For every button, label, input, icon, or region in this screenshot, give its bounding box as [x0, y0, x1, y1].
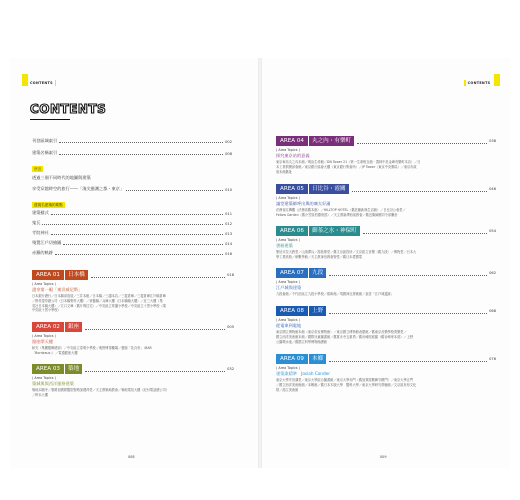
area-body: 東京車站丸之內本館／明治生命館／DN Tower 21（第一生命相互館・農林中央金庫有樂町本店）／日 本工業俱樂部會館／東京銀行協會大樓（東京銀行集會所）／JP Tower（東京中央郵局）／東京市政 府本館舊址 — [276, 160, 421, 174]
area-body: 東京國立博物館本館（東京帝室博物館）／東京國立博物館表慶館／舊東京音樂學校奏樂堂／ 國立西洋美術館本館／國際兒童圖書館／舊寬永寺五重塔／舊岩崎邸庭園（舊岩崎家本邸）／上野 公園噴水池／舊國立科學博物館總館 — [276, 330, 414, 344]
area-name: 本鄉 — [308, 354, 326, 364]
area-name: 日本橋 — [64, 270, 88, 280]
area-number: AREA 07 — [276, 268, 308, 278]
area-page: 046 — [489, 187, 496, 191]
area-body: 和光（集團服飾總部）／中央區立泰明小學校／奧野博得藥場／畫廊「花卉舍」（BAR 「Bordeaux」）／電通銀座大樓 — [32, 346, 152, 355]
area-header — [276, 268, 496, 278]
area-subhead: 從電車到電地 — [276, 323, 302, 328]
area-page: 032 — [227, 367, 234, 371]
area-page: 062 — [489, 271, 496, 275]
toc-entry: 赤羅的軌跡 016 — [32, 250, 232, 256]
area-number: AREA 06 — [276, 226, 308, 236]
page-title: CONTENTS — [30, 102, 107, 116]
area-body: 東京大學安田講堂／東京大學綜合圖書館／東京大學赤門（舊加賀屋敷御守殿門）／東京大學正門 ／國立西洋美術館館／本鄉館／舊日本木版大學 醫科大學／東京大學研究實驗館／文京區有形文化 財／湯立美術館 — [276, 378, 417, 392]
area-name: 上野 — [308, 306, 326, 316]
area-body: 聖尼可拉大教堂／山頂澤兵／湯島聖堂／舊文京區役所／文京區立音樂（舊九段）／博物堂／日本大 學工業高校／研數學館／天主教神田教會聖堂／舊日本愛國電 — [276, 250, 417, 259]
area-topics-label: ( Area Topics ) — [276, 196, 300, 200]
area-topics-label: ( Area Topics ) — [276, 366, 300, 370]
area-topics-label: ( Area Topics ) — [276, 280, 300, 284]
area-body: 法務省紅磚樓（法務省舊本館）／HILLTOP HOTEL（舊佐藤新與生活館）／日比谷公會堂／ Fellow Garden（舊小笠原伯爵府邸）／天主教新澤西前教會／舊近衛師團司令部廳舍 — [276, 208, 406, 217]
area-subhead: 探究東京站的意義 — [276, 153, 310, 158]
yellow-tab — [494, 74, 500, 86]
area-page: 038 — [489, 139, 496, 143]
area-name: 御茶之水・神保町 — [308, 226, 360, 236]
area-header — [276, 136, 496, 146]
toc-entry: 建築名稱索引 008 — [32, 150, 232, 156]
area-name: 築地 — [64, 364, 82, 374]
area-name: 丸之內・有樂町 — [308, 136, 354, 146]
area-header — [276, 306, 496, 316]
yellow-tab — [22, 74, 28, 86]
area-name: 日比谷・霞關 — [308, 184, 349, 194]
area-body: 築地本願寺／聖路加國際醫院聖路加禮拜堂／天主教築地教會／築地電信大樓（紀付電話總公司） ／軒本大樓 — [32, 388, 170, 397]
area-number: AREA 09 — [276, 354, 308, 364]
area-subhead: 議堂建築師呼出與的廣太好滿 — [276, 201, 331, 206]
toc-entry: 建築樣式 011 — [32, 210, 232, 216]
area-page: 076 — [489, 357, 496, 361]
area-page: 054 — [489, 229, 496, 233]
area-subhead: 盡享第一眼「東洋威尼斯」 — [32, 287, 83, 292]
area-page: 018 — [227, 273, 234, 277]
toc-entry: 刊登區域索引 002 — [32, 138, 232, 144]
area-subhead: 江戶城與建築 — [276, 285, 302, 290]
area-topics-label: ( Area Topics ) — [276, 238, 300, 242]
area-topics-label: ( Area Topics ) — [32, 376, 56, 380]
area-name: 九段 — [308, 268, 326, 278]
toc-entry: 鬼瓦 012 — [32, 220, 232, 226]
area-subhead: 築城與與西洋風格建築 — [32, 381, 74, 386]
area-header — [32, 364, 234, 374]
toc-entry: 寺院神社 013 — [32, 230, 232, 236]
running-head: CONTENTS — [462, 80, 490, 86]
area-body: 九段會館／千代田區立九段小學校／昭和館／靖國神社遊就館／皇居「江戶城遺跡」 — [276, 292, 394, 296]
section-tag: 序言 — [34, 167, 42, 171]
page-number: 008 — [128, 455, 135, 459]
area-name: 銀座 — [64, 322, 82, 332]
area-header — [32, 322, 234, 332]
left-page — [10, 58, 258, 468]
title-underline — [30, 119, 70, 120]
area-subhead: 銀座摩天樓 — [32, 339, 53, 344]
area-page: 005 — [227, 325, 234, 329]
area-header — [276, 184, 496, 194]
area-number: AREA 03 — [32, 364, 64, 374]
toc-entry: 殘置江戶切繪圖 014 — [32, 240, 232, 246]
area-number: AREA 08 — [276, 306, 308, 316]
area-number: AREA 04 — [276, 136, 308, 146]
area-topics-label: ( Area Topics ) — [276, 148, 300, 152]
page-number: 009 — [380, 455, 387, 459]
area-header — [32, 270, 234, 280]
area-number: AREA 01 — [32, 270, 64, 280]
area-number: AREA 02 — [32, 322, 64, 332]
area-body: 日本銀行總行／日本橋高島屋／三井本館／日本橋／三越本店／三菱倉庫／三菱倉庫江戶橋倉庫 ／野村證券總公司（日本橋野村大樓）／常盤橋／兵庫大樓（日本橋鷗大樓）／近三大樓（集 英社日本橋大樓）／江口文庫（舊片岡住宅）／中央區立常盤小學校／中央區立十思小學校（現 中央區十思小學校） — [32, 294, 166, 313]
area-header — [276, 354, 496, 364]
toc-entry: 透過三個不同時代的地圖與建築 — [32, 175, 91, 180]
area-topics-label: ( Area Topics ) — [32, 282, 56, 286]
area-topics-label: ( Area Topics ) — [32, 334, 56, 338]
section-tag: 透視名建築的要點 — [34, 203, 63, 207]
area-subhead: 建築業精準 Josiah Conder — [276, 371, 330, 376]
area-page: 068 — [489, 309, 496, 313]
book-spread — [10, 58, 510, 468]
area-topics-label: ( Area Topics ) — [276, 318, 300, 322]
area-subhead: 書冊建築 — [276, 243, 293, 248]
running-head: CONTENTS — [30, 80, 58, 86]
toc-entry: 享受穿越時空的旅行——「淺尖風潮之都・東京」 010 — [32, 186, 232, 192]
right-page — [262, 58, 510, 468]
area-number: AREA 05 — [276, 184, 308, 194]
area-header — [276, 226, 496, 236]
